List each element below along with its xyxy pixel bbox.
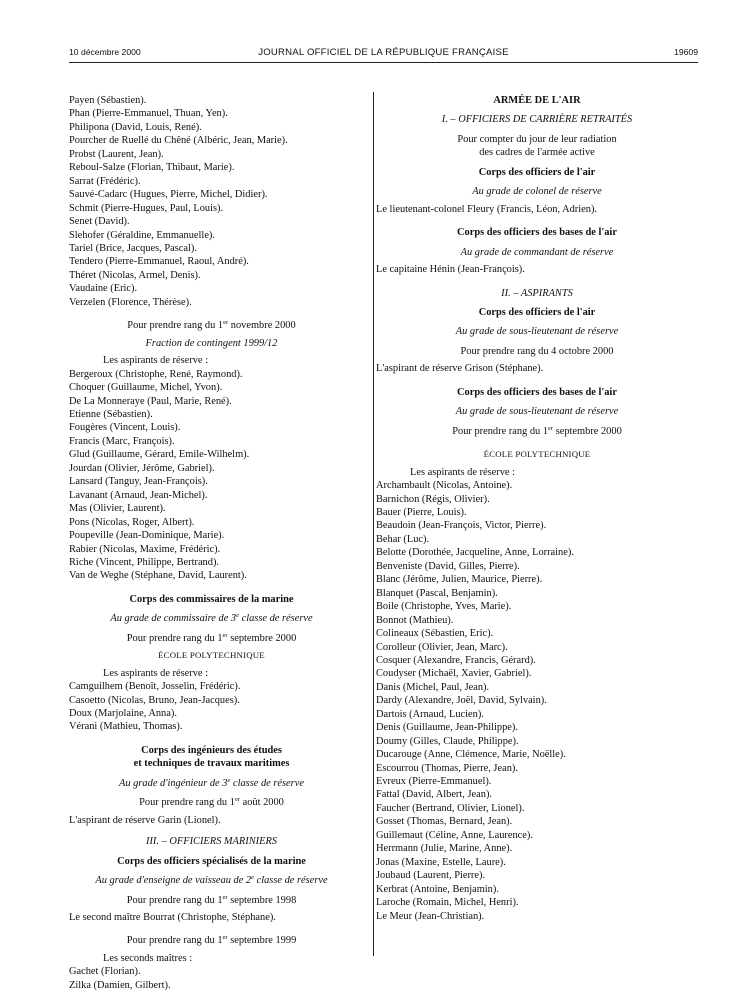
list-item: Verzelen (Florence, Thérèse). [69,296,192,308]
list-item: Sarrat (Frédéric). [69,175,141,187]
grade-commandant: Au grade de commandant de réserve [460,246,614,258]
list-item: De La Monneraye (Paul, Marie, René). [69,395,232,407]
list-item: Evreux (Pierre-Emmanuel). [376,776,492,788]
section-officiers-retraites: I. – OFFICIERS DE CARRIÈRE RETRAITÉS [441,114,633,126]
list-item: Gosset (Thomas, Bernard, Jean). [376,816,513,828]
list-item: Lavanant (Arnaud, Jean-Michel). [69,489,208,501]
section-officiers-mariniers: III. – OFFICIERS MARINIERS [146,836,277,848]
header-rule [69,62,698,63]
heading-corps-air-2: Corps des officiers de l'air [478,306,596,318]
list-item: Camguilhem (Benoît, Josselin, Frédéric). [69,681,241,693]
ecole-polytechnique-left: ÉCOLE POLYTECHNIQUE [158,650,265,661]
list-item: Francis (Marc, François). [69,435,175,447]
list-item: Danis (Michel, Paul, Jean). [376,681,490,693]
list-item: Jonas (Maxine, Estelle, Laure). [376,856,506,868]
list-item: Bauer (Pierre, Louis). [376,506,467,518]
aspirants-reserve-label-2: Les aspirants de réserve : [103,667,209,679]
list-item: Casoetto (Nicolas, Bruno, Jean-Jacques). [69,694,240,706]
grade-commissaire: Au grade de commissaire de 3e classe de réserve [110,612,313,625]
grade-enseigne: Au grade d'enseigne de vaisseau de 2e classe de réserve [95,874,328,887]
list-item: Slehofer (Géraldine, Emmanuelle). [69,229,215,241]
column-divider [373,92,374,956]
list-item: Vaudaine (Eric). [69,283,138,295]
list-item: Sauvé-Cadarc (Hugues, Pierre, Michel, Didier). [69,189,268,201]
list-item: Fougères (Vincent, Louis). [69,422,181,434]
list-item: Herrmann (Julie, Marine, Anne). [376,843,513,855]
grade-ingenieur: Au grade d'ingénieur de 3e classe de réserve [119,776,304,789]
list-item: Philipona (David, Louis, René). [69,121,202,133]
radiation-line-2: des cadres de l'armée active [479,147,595,159]
list-item: Barnichon (Régis, Olivier). [376,493,490,505]
section-aspirants: II. – ASPIRANTS [501,287,573,299]
list-item: Guillemaut (Céline, Anne, Laurence). [376,829,533,841]
aspirants-reserve-label: Les aspirants de réserve : [103,355,209,367]
rang-septembre-right: Pour prendre rang du 1er septembre 2000 [452,424,622,437]
list-item: Vérani (Mathieu, Thomas). [69,721,183,733]
list-item: Choquer (Guillaume, Michel, Yvon). [69,382,223,394]
list-item: Zilka (Damien, Gilbert). [69,979,171,991]
list-item: Behar (Luc). [376,533,430,545]
grade-colonel: Au grade de colonel de réserve [472,186,602,198]
list-item: Poupeville (Jean-Dominique, Marie). [69,530,225,542]
list-item: Doumy (Gilles, Claude, Philippe). [376,735,519,747]
rang-1998: Pour prendre rang du 1er septembre 1998 [126,893,297,906]
lieutenant-colonel-fleury: Le lieutenant-colonel Fleury (Francis, Léon, Adrien). [376,203,598,215]
list-item: Jourdan (Olivier, Jérôme, Gabriel). [69,462,215,474]
heading-corps-bases-1: Corps des officiers des bases de l'air [457,227,617,239]
list-item: Tendero (Pierre-Emmanuel, Raoul, André). [69,256,249,268]
list-item: Bonnot (Mathieu). [376,614,454,626]
page-header [69,47,698,61]
list-item: Glud (Guillaume, Gérard, Emile-Wilhelm). [69,449,250,461]
aspirant-garin: L'aspirant de réserve Garin (Lionel). [69,814,221,826]
list-item: Blanquet (Pascal, Benjamin). [376,587,498,599]
list-item: Joubaud (Laurent, Pierre). [376,870,486,882]
grade-sous-lieutenant-2: Au grade de sous-lieutenant de réserve [455,406,619,418]
capitaine-henin: Le capitaine Hénin (Jean-François). [376,264,525,276]
rang-novembre: Pour prendre rang du 1er novembre 2000 [127,319,296,332]
list-item: Senet (David). [69,216,130,228]
list-item: Fattal (David, Albert, Jean). [376,789,492,801]
header-page-number: 19609 [674,47,698,57]
list-item: Payen (Sébastien). [69,95,147,106]
list-item: Beaudoin (Jean-François, Victor, Pierre). [376,520,547,532]
heading-corps-bases-2: Corps des officiers des bases de l'air [457,386,617,398]
rang-aout: Pour prendre rang du 1er août 2000 [139,796,284,809]
radiation-line-1: Pour compter du jour de leur radiation [457,133,617,145]
second-maitre-bourrat: Le second maître Bourrat (Christophe, Stéphane). [69,912,276,924]
list-item: Blanc (Jérôme, Julien, Maurice, Pierre). [376,574,543,586]
aspirant-grison: L'aspirant de réserve Grison (Stéphane). [376,363,544,375]
list-item: Dardy (Alexandre, Joël, David, Sylvain). [376,695,547,707]
list-item: Colineaux (Sébastien, Eric). [376,628,494,640]
list-item: Lansard (Tanguy, Jean-François). [69,476,208,488]
list-item: Boile (Christophe, Yves, Marie). [376,601,512,613]
list-item: Rabier (Nicolas, Maxime, Frédéric). [69,543,221,555]
list-item: Gachet (Florian). [69,966,141,978]
list-item: Riche (Vincent, Philippe, Bertrand). [69,556,219,568]
list-item: Faucher (Bertrand, Olivier, Lionel). [376,802,525,814]
list-item: Bergeroux (Christophe, René, Raymond). [69,368,243,380]
list-item: Pourcher de Ruellé du Chêné (Albéric, Jean, Marie). [69,135,288,147]
heading-corps-specialises: Corps des officiers spécialisés de la marine [117,855,306,867]
list-item: Cosquer (Alexandre, Francis, Gérard). [376,654,536,666]
heading-corps-commissaires: Corps des commissaires de la marine [129,593,294,605]
header-date: 10 décembre 2000 [69,47,141,57]
fraction-contingent: Fraction de contingent 1999/12 [145,337,278,349]
list-item: Probst (Laurent, Jean). [69,148,164,160]
name-list-top [69,94,354,309]
header-journal-title: JOURNAL OFFICIEL DE LA RÉPUBLIQUE FRANÇAISE [258,47,509,58]
rang-octobre: Pour prendre rang du 4 octobre 2000 [460,345,614,357]
list-item: Schmit (Pierre-Hugues, Paul, Louis). [69,202,224,214]
aspirants-reserve-label-right: Les aspirants de réserve : [410,466,516,478]
list-item: Belotte (Dorothée, Jacqueline, Anne, Lorraine). [376,547,574,559]
name-list-poly [69,680,354,734]
list-item: Archambault (Nicolas, Antoine). [376,480,513,492]
list-item: Denis (Guillaume, Jean-Philippe). [376,722,518,734]
list-item: Théret (Nicolas, Armel, Denis). [69,269,201,281]
name-list-mid [69,368,354,583]
list-item: Reboul-Salze (Florian, Thibaut, Marie). [69,162,235,174]
list-item: Ducarouge (Anne, Clémence, Marie, Noëlle). [376,749,566,761]
list-item: Benveniste (David, Gilles, Pierre). [376,560,520,572]
list-item: Coudyser (Michaël, Xavier, Gabriel). [376,668,532,680]
list-item: Phan (Pierre-Emmanuel, Thuan, Yen). [69,108,228,120]
list-item: Doux (Marjolaine, Anna). [69,708,177,720]
heading-armee-air: ARMÉE DE L'AIR [493,95,581,106]
heading-corps-ingenieurs-1: Corps des ingénieurs des études [141,744,282,756]
heading-corps-air-1: Corps des officiers de l'air [478,166,596,178]
list-item: Pons (Nicolas, Roger, Albert). [69,516,195,528]
rang-septembre-left: Pour prendre rang du 1er septembre 2000 [126,631,297,644]
list-item: Tariel (Brice, Jacques, Pascal). [69,242,197,254]
name-list-bottom [69,965,354,992]
list-item: Van de Weghe (Stéphane, David, Laurent). [69,570,247,582]
heading-corps-ingenieurs-2: et techniques de travaux maritimes [133,758,290,770]
list-item: Etienne (Sébastien). [69,408,153,420]
list-item: Laroche (Romain, Michel, Henri). [376,897,519,909]
left-column [69,94,354,992]
right-column [376,94,698,923]
seconds-maitres-label: Les seconds maîtres : [103,952,193,964]
rang-1999: Pour prendre rang du 1er septembre 1999 [126,934,297,947]
list-item: Dartois (Arnaud, Lucien). [376,708,484,720]
ecole-polytechnique-right: ÉCOLE POLYTECHNIQUE [483,449,591,460]
grade-sous-lieutenant-1: Au grade de sous-lieutenant de réserve [455,326,619,338]
list-item: Escourrou (Thomas, Pierre, Jean). [376,762,518,774]
name-list-right [376,479,698,923]
list-item: Corolleur (Olivier, Jean, Marc). [376,641,508,653]
list-item: Le Meur (Jean-Christian). [376,910,485,922]
list-item: Kerbrat (Antoine, Benjamin). [376,883,499,895]
list-item: Mas (Olivier, Laurent). [69,503,166,515]
